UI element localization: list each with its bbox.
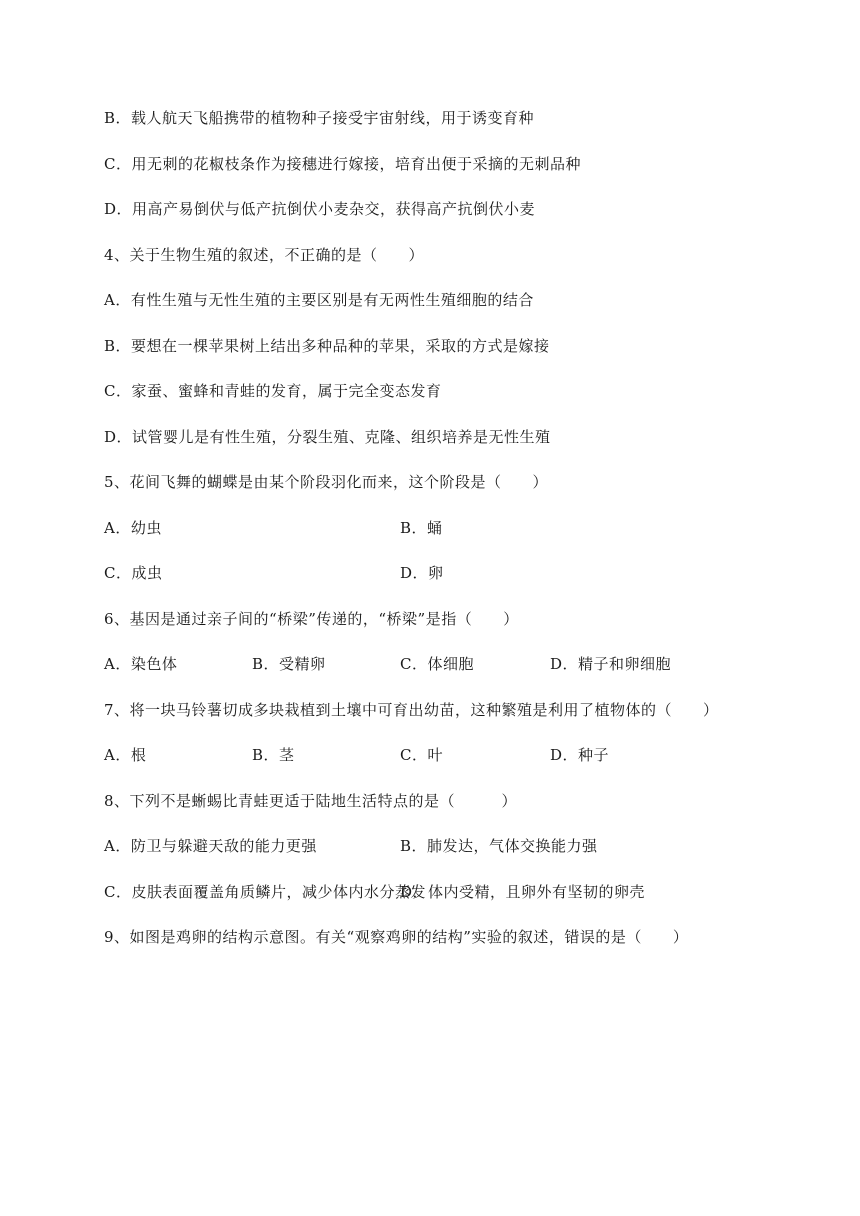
question-4: 4、关于生物生殖的叙述，不正确的是（ ） [104, 246, 425, 264]
q4-option-b: B．要想在一棵苹果树上结出多种品种的苹果，采取的方式是嫁接 [104, 337, 550, 355]
q7-option-c: C．叶 [400, 746, 443, 764]
q8-option-d: D．体内受精，且卵外有坚韧的卵壳 [400, 883, 646, 901]
q6-option-b: B．受精卵 [252, 655, 326, 673]
question-7: 7、将一块马铃薯切成多块栽植到土壤中可育出幼苗，这种繁殖是利用了植物体的（ ） [104, 701, 719, 719]
q5-option-b: B．蛹 [400, 519, 443, 537]
q4-option-c: C．家蚕、蜜蜂和青蛙的发育，属于完全变态发育 [104, 382, 442, 400]
q5-option-c: C．成虫 [104, 564, 163, 582]
question-6: 6、基因是通过亲子间的“桥梁”传递的，“桥梁”是指（ ） [104, 610, 519, 628]
question-5: 5、花间飞舞的蝴蝶是由某个阶段羽化而来，这个阶段是（ ） [104, 473, 549, 491]
q7-option-d: D．种子 [550, 746, 610, 764]
q7-option-a: A．根 [104, 746, 147, 764]
q3-option-d: D．用高产易倒伏与低产抗倒伏小麦杂交，获得高产抗倒伏小麦 [104, 200, 536, 218]
q8-option-b: B．肺发达，气体交换能力强 [400, 837, 598, 855]
q6-option-c: C．体细胞 [400, 655, 474, 673]
q5-option-a: A．幼虫 [104, 519, 162, 537]
q4-option-d: D．试管婴儿是有性生殖，分裂生殖、克隆、组织培养是无性生殖 [104, 428, 551, 446]
q6-option-a: A．染色体 [104, 655, 178, 673]
question-9: 9、如图是鸡卵的结构示意图。有关“观察鸡卵的结构”实验的叙述，错误的是（ ） [104, 928, 689, 946]
q4-option-a: A．有性生殖与无性生殖的主要区别是有无两性生殖细胞的结合 [104, 291, 534, 309]
question-8: 8、下列不是蜥蜴比青蛙更适于陆地生活特点的是（ ） [104, 792, 518, 810]
q3-option-c: C．用无刺的花椒枝条作为接穗进行嫁接，培育出便于采摘的无刺品种 [104, 155, 581, 173]
q5-option-d: D．卵 [400, 564, 444, 582]
q8-option-a: A．防卫与躲避天敌的能力更强 [104, 837, 317, 855]
q8-option-c: C．皮肤表面覆盖角质鳞片，减少体内水分蒸发 [104, 883, 426, 901]
q6-option-d: D．精子和卵细胞 [550, 655, 672, 673]
q3-option-b: B．载人航天飞船携带的植物种子接受宇宙射线，用于诱变育种 [104, 109, 535, 127]
q7-option-b: B．茎 [252, 746, 295, 764]
